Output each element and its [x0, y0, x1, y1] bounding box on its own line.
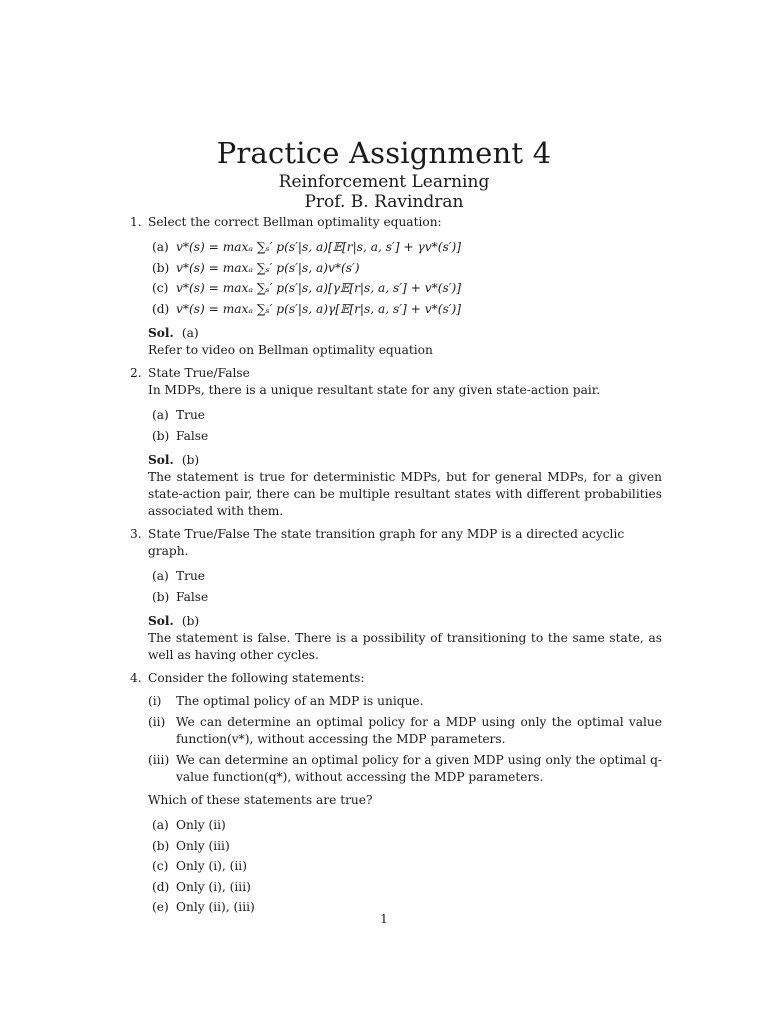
statement-label: (i)	[148, 694, 162, 708]
statement-item	[148, 693, 662, 710]
option-list	[148, 237, 662, 319]
question-number: 1.	[130, 215, 142, 229]
author-name: Prof. B. Ravindran	[304, 192, 464, 212]
question-list	[130, 214, 662, 924]
option-label: (a)	[152, 818, 169, 832]
option-item	[148, 258, 662, 279]
statement-item	[148, 714, 662, 748]
question-text: Consider the following statements:	[148, 671, 365, 685]
statement-text: The optimal policy of an MDP is unique.	[176, 694, 424, 708]
title-block	[0, 134, 768, 212]
question-4	[130, 670, 662, 918]
page-number: 1	[380, 912, 388, 926]
question-3	[130, 526, 662, 664]
option-item	[148, 278, 662, 299]
option-equation: v*(s) = maxₐ ∑ₛ′ p(s′|s, a)γ[𝔼[r|s, a, s′] + v*(s′)]	[176, 301, 462, 316]
option-text: Only (i), (iii)	[176, 879, 251, 894]
option-text: Only (ii)	[176, 818, 226, 832]
option-list	[148, 405, 662, 446]
option-label: (b)	[152, 589, 170, 604]
option-label: (c)	[152, 281, 169, 295]
question-text: State True/False The state transition graph for any MDP is a directed acyclic graph.	[148, 527, 625, 558]
option-text: Only (iii)	[176, 838, 230, 853]
option-item	[148, 237, 662, 258]
statement-label: (iii)	[148, 753, 170, 767]
solution	[148, 325, 662, 359]
statement-list	[148, 693, 662, 786]
option-item	[148, 856, 662, 877]
option-item	[148, 877, 662, 898]
option-text: True	[176, 569, 206, 583]
option-label: (a)	[152, 569, 169, 583]
option-item	[148, 815, 662, 836]
question-number: 3.	[130, 527, 142, 541]
statement-item	[148, 752, 662, 786]
question-text: Select the correct Bellman optimality equation:	[148, 215, 442, 229]
statement-text: We can determine an optimal policy for a given MDP using only the optimal q-value function(q*), without accessing the MDP parameters.	[176, 753, 662, 784]
option-text: Only (i), (ii)	[176, 859, 247, 873]
option-item	[148, 587, 662, 608]
option-label: (d)	[152, 301, 170, 316]
option-label: (c)	[152, 859, 169, 873]
option-text: True	[176, 408, 206, 422]
option-label: (d)	[152, 879, 170, 894]
option-item	[148, 836, 662, 857]
option-text: False	[176, 428, 209, 443]
option-equation: v*(s) = maxₐ ∑ₛ′ p(s′|s, a)v*(s′)	[176, 260, 360, 275]
option-label: (a)	[152, 240, 169, 254]
solution-text: The statement is true for deterministic MDPs, but for general MDPs, for a given state-action pair, there can be multiple resultant states with different probabilities associated with them.	[148, 470, 662, 518]
option-list	[148, 815, 662, 918]
question-number: 2.	[130, 366, 142, 380]
option-item	[148, 426, 662, 447]
solution-answer: (b)	[181, 614, 200, 628]
solution-text: Refer to video on Bellman optimality equation	[148, 343, 433, 357]
option-item	[148, 405, 662, 426]
option-list	[148, 566, 662, 607]
solution-label: Sol.	[148, 326, 174, 340]
question-prompt: Which of these statements are true?	[148, 793, 373, 807]
question-text-line-2: In MDPs, there is a unique resultant state for any given state-action pair.	[148, 383, 601, 397]
solution	[148, 452, 662, 520]
solution-text: The statement is false. There is a possibility of transitioning to the same state, as well as having other cycles.	[148, 631, 662, 662]
question-2	[130, 365, 662, 520]
option-label: (a)	[152, 408, 169, 422]
option-label: (b)	[152, 838, 170, 853]
question-text: State True/False	[148, 366, 250, 380]
solution-label: Sol.	[148, 453, 174, 467]
question-number: 4.	[130, 671, 142, 685]
option-item	[148, 566, 662, 587]
statement-text: We can determine an optimal policy for a MDP using only the optimal value function(v*), without accessing the MDP parameters.	[176, 715, 662, 746]
solution-answer: (b)	[181, 453, 200, 467]
option-label: (b)	[152, 260, 170, 275]
option-item	[148, 299, 662, 320]
option-label: (b)	[152, 428, 170, 443]
option-equation: v*(s) = maxₐ ∑ₛ′ p(s′|s, a)[𝔼[r|s, a, s′] + γv*(s′)]	[176, 240, 462, 254]
option-text: Only (ii), (iii)	[176, 900, 255, 914]
page-title: Practice Assignment 4	[216, 136, 552, 170]
solution	[148, 613, 662, 664]
option-equation: v*(s) = maxₐ ∑ₛ′ p(s′|s, a)[γ𝔼[r|s, a, s′] + v*(s′)]	[176, 281, 462, 295]
course-name: Reinforcement Learning	[278, 172, 490, 192]
option-label: (e)	[152, 900, 169, 914]
solution-answer: (a)	[181, 326, 199, 340]
option-text: False	[176, 589, 209, 604]
solution-label: Sol.	[148, 614, 174, 628]
question-1	[130, 214, 662, 359]
statement-label: (ii)	[148, 715, 166, 729]
